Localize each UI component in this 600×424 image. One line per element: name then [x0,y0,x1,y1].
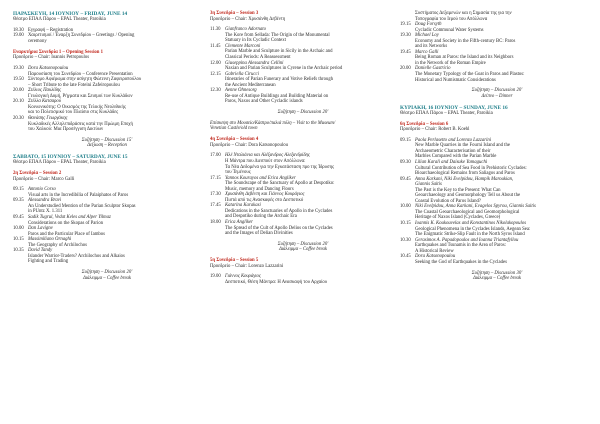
entry-title-line: Heritage of Naxos Island (Cyclades, Greece) [415,215,501,221]
entry-title-line: και το Πολιτισμικό του Πλαίσιο στις Κυκλάδες [28,110,119,116]
session-heading: Εναρκτήρια Συνεδρία 1 – Opening Session 1 [13,49,103,55]
programme-column-1 [13,11,201,281]
entry-time: 19.15 [400,22,411,28]
entry-content [28,248,201,265]
entry-time: 19.50 [13,77,24,83]
entry-time: 18.00 [210,219,221,225]
entry-title-line: Παρουσίαση του Συνεδρίου – Conference Presentation [28,71,133,77]
entry-time [400,11,415,22]
entry-content [225,44,396,61]
entry-title-line: Naxian and Parian Sculptures in Cyrene in the Archaic period [225,66,343,72]
entry-title-line: An Understudied Mention of the Parian Sculptor Skopas [28,203,136,209]
programme-entry [13,66,201,77]
entry-content [225,176,396,193]
entry-content [225,192,396,203]
speaker-names: Χρυσάνθη Δεβέντη και Γιάννος Κουράγιος [225,192,305,198]
entry-title-line: Dedications in the Sanctuaries of Apollo in the Cyclades [225,208,333,214]
entry-time: 12.00 [210,60,221,66]
speaker-names: Niki Evelpidou, Anna Karkani, Evagelos Spyrou, Giannis Saitis [415,204,536,210]
entry-content [415,33,594,50]
programme-entry [210,220,396,237]
entry-title-line: Re-use of Antique Buildings and Building Material on [225,93,329,99]
entry-title-line: Seeking the God of Earthquakes in the Cyclades [415,259,507,265]
session-heading: 3η Συνεδρία – Session 3 [210,11,259,16]
speaker-names: Aenne Ohnesorg [225,88,257,94]
entry-time: 17.45 [210,203,221,209]
info-line: Θέατρο ΕΠΑΛ Πάρου – EPAL Theater, Paroikia [13,17,106,23]
programme-entry [210,27,396,44]
entry-time: 12.15 [210,71,221,77]
speaker-names: Marco Galli [415,49,439,55]
entry-title-line: Paros, Naxos and Other Cycladic islands [225,99,303,105]
entry-title-line: Fighting and Trading [28,259,69,265]
programme-entry [210,88,396,105]
entry-time: 17.30 [210,192,221,198]
entry-title-line: Η Μάντρα που Διεσπούτ στον Απόλλωνα: [225,158,306,164]
programme-entry [210,72,396,89]
programme-entry [400,238,594,255]
programme-entry [13,226,201,237]
programme-entry [400,66,594,83]
programme-entry [13,116,201,133]
entry-content [415,177,594,205]
entry-title-line: The Enigmatic Strike-Slip Fault in the North Syros Island [415,232,525,238]
entry-title-line: and Despotiko during the Archaic Era [225,214,297,220]
programme-entry [210,176,396,193]
entry-content [415,50,594,67]
entry-title-line: Marbles Compared with the Parian Marble [415,154,497,160]
entry-time: 10.15 [400,221,411,226]
entry-title-line: the Ancient Mediterranean [225,82,276,88]
speaker-names: Doug Forsyth [415,22,442,28]
speaker-names: Sadik Tugrul, Vedat Keles and Alper Yilmaz [28,215,111,221]
entry-time: 09.35 [13,198,24,204]
entry-title-line: Κοινωνικότης: Ο Οικισμός της Τελικής Νεολιθικής [28,104,126,110]
entry-content [225,203,396,220]
programme-entry [13,99,201,116]
break-line: Συζήτηση – Discussion 20' [277,110,329,116]
entry-title-line: Historical and Numismatic Considerations [415,77,496,83]
speaker-names: Γιάννος Κουράγιος [225,274,261,280]
info-line: Προεδρείο – Chair: Ioannis Petropoulos [13,55,90,61]
programme-entry [13,88,201,99]
speaker-names: Gabriella Cirucci [225,71,259,77]
break-line: Δείπνο – Dinner [481,93,513,99]
programme-entry [13,33,201,44]
programme-entry [400,11,594,22]
entry-title-line: The Soundscape of the Sanctuary of Apollo at Despotiko: [225,181,335,187]
speaker-names: Dora Katsonopoulou [28,66,69,72]
break-line: Δεξίωση – Reception [87,143,127,149]
programme-entry [210,165,396,176]
entry-title-line: and the Images of Delian Divinities [225,231,293,237]
entry-time: 18.30 [13,27,24,33]
entry-title-line: Σύντομο Αφιέρωμα στην ασίγητη Φώτεινη Ζαφειροπούλου [28,77,142,83]
speaker-names: Anna Karkani, Niki Evelpidou, Hampik Maroukian, [415,176,514,182]
speaker-names: Alessandra Bravi [28,198,62,204]
speaker-names: Giuseppina Alessandra Cellini [225,60,284,66]
programme-column-3 [400,11,594,282]
entry-title-line: Bioarchaeological Remains from Saliagos and Paros [415,171,515,177]
entry-content [225,165,396,176]
entry-time: 17.00 [210,153,221,159]
entry-title-line: The Geography of Archilochos [28,242,87,248]
entry-time: 11.30 [210,27,221,33]
entry-time: 17.15 [210,175,221,181]
entry-content [28,33,201,44]
entry-time: 19.30 [13,66,24,72]
programme-entry [400,138,594,160]
entry-title-line: Geoarchaeology and Geomorphology Tell us About the [415,193,521,199]
speaker-names: Ηλέ Νταλιάνια και Αλέξανδρος Αλεξανδρίδης [225,153,310,159]
entry-title-line: Χαιρετισμοί / Έναρξη Συνεδρίου – Greetings / Opening [28,33,135,39]
entry-title-line: Τα Νέα Δεδομένα για την Εγκατάσταση προ της Ίδρυσης [225,164,334,170]
speaker-names: Gerasimos A. Papadopoulos and Ioanna Triantafyllou [415,237,519,243]
programme-entry [13,187,201,198]
programme-entry [210,44,396,61]
entry-title-line: Visual arts in the Incredibilia of Palaiphatos of Paros [28,192,129,198]
speaker-names: Στέλιος Παυλίδης [28,88,62,94]
entry-title-line: A Historical Review [415,248,454,254]
entry-time: 10.30 [400,237,411,243]
info-line: Προεδρείο – Chair: Χρυσάνθη Δεβέντη [210,16,286,22]
speaker-names: Gianfranco Adornato [225,27,266,33]
entry-time: 09.45 [13,215,24,221]
entry-title-line: Δεσποτικό, Θέση Μάντρα: Η Ανασκαφή του Αρχαίου [225,279,328,285]
entry-content [28,226,201,237]
programme-entry [400,33,594,50]
entry-time [210,165,225,176]
entry-title-line: Paros and the Particular Place of Iambos [28,231,106,237]
day-heading: ΣΑΒΒΑΤΟ, 15 ΙΟΥΝΙΟΥ – SATURDAY, JUNE 15 [13,154,128,161]
programme-entry [210,61,396,72]
session-heading: 6η Συνεδρία – Session 6 [400,121,449,127]
entry-title-line: Τοπογραφία του Ιερού του Απόλλωνα [415,16,488,22]
entry-content [225,27,396,44]
entry-title-line: Γεωλογική Δομή, Ρήγματα και Σεισμοί των Κυκλάδων [28,93,133,99]
entry-title-line: The Spread of the Cult of Apollo Delios on the Cyclades [225,225,333,231]
info-line: Προεδρείο – Chair: Marco Galli [13,176,75,182]
entry-content [415,254,594,265]
programme-entry [400,204,594,221]
speaker-names: Giannis Saitis [415,182,442,188]
info-line: Θέατρο ΕΠΑΛ Πάρου – EPAL Theater, Paroikia [400,110,493,116]
session-heading: 5η Συνεδρία – Session 5 [210,258,259,264]
entry-title-line: Economy and Society in the Fifth-century BC: Paros [415,38,516,44]
entry-title-line: Cycladic Communal Water Systems [415,27,484,33]
programme-entry [13,77,201,88]
entry-title-line: Συστήματος Δεξαμενών και η Σημασία της για την [415,11,512,16]
entry-content [225,220,396,237]
entry-title-line: in PUntz X. 1.311 [28,209,63,215]
entry-time: 10.35 [13,248,24,254]
entry-title-line: – Short Tribute to the late Foteini Zafeiropoulou [28,82,120,88]
entry-title-line: Itineraries of Parian Funerary and Votive Reliefs through [225,77,334,83]
break-line: Διάλειμμα – Coffee break [278,247,328,253]
entry-time: 09.30 [400,159,411,165]
entry-title-line: The Past is the Key to the Present: What Can [415,187,501,193]
entry-content [28,99,201,116]
speaker-names: Dan Lavigne [28,226,53,232]
speaker-names: David Tandy [28,248,53,254]
entry-content [28,237,201,248]
entry-title-line: New Marble Quarries in the Fourni Island and the [415,143,510,149]
session-heading: 4η Συνεδρία – Session 4 [210,137,259,143]
info-line: Προεδρείο – Chair: Robert B. Koehl [400,127,470,133]
entry-content [225,61,396,72]
entry-title-line: Considerations on the Skopas of Parion [28,220,104,226]
entry-title-line: Statuary in Its Cycladic Context [225,38,286,44]
entry-content [415,138,594,160]
speaker-names: Στέλλα Κατσαρού [28,99,61,105]
entry-time: 20.30 [13,115,24,121]
entry-content [225,72,396,89]
info-line: Προεδρείο – Chair: Dora Katsonopoulou [210,142,288,148]
break-line: Συζήτηση – Discussion 30' [471,270,523,276]
break-line: Συζήτηση – Discussion 15' [81,137,133,143]
programme-entry [400,177,594,205]
entry-title-line: Geological Phenomena in the Cyclades Islands, Aegean Sea: [415,226,531,232]
speaker-names: Danielle Gastricio [415,66,451,72]
entry-title-line: Music, memory and Dancing Floors [225,186,294,192]
entry-title-line: Εγγραφή – Registration [28,27,74,33]
entry-title-line: ceremony [28,39,47,45]
info-line: Προεδρείο – Chair: Lorenzo Lazzarini [210,263,284,269]
speaker-names: Antonio Corso [28,187,56,193]
break-line: Διάλειμμα – Coffee break [472,276,522,282]
entry-title-line: Islander Warrior-Traders? Archilochos and Alkaios [28,253,125,259]
day-heading: ΠΑΡΑΣΚΕΥΗ, 14 ΙΟΥΝΙΟΥ – FRIDAY, JUNE 14 [13,11,128,17]
programme-entry [210,203,396,220]
speaker-names: Ioannis K. Koukouvelas and Konstantinos Nikolakopoulos [415,221,527,226]
break-line: Συζήτηση – Discussion 20' [81,270,133,276]
entry-title-line: Earthquakes and Tsunamis in the Area of Paros: [415,243,506,249]
entry-title-line: Classical Periods: A Reassessment [225,55,291,61]
entry-time: 10.00 [400,204,411,210]
entry-content [415,204,594,221]
session-heading: 2η Συνεδρία – Session 2 [13,171,62,177]
entry-title-line: in the Network of the Roman Empire [415,60,486,66]
speaker-names: Dora Katsonopoulou [415,254,456,260]
entry-content [28,77,201,88]
entry-content [28,187,201,198]
entry-title-line: The Coastal Geoarchaeological and Geomorphological [415,209,520,215]
speaker-names: Clemente Marconi [225,43,261,49]
programme-entry [13,198,201,215]
entry-content [415,22,594,33]
entry-content [225,88,396,105]
info-line: Επίσκεψη στο Μουσείο/Κάστρο/παλιά πόλη – Visit to the Museum/ [210,120,336,126]
entry-time: 09.45 [400,176,411,182]
entry-time: 10.00 [13,226,24,232]
speaker-names: Massimiliano Ornaghi [28,237,72,243]
entry-time: 09.15 [400,137,411,143]
entry-content [415,160,594,177]
entry-title-line: The Kore from Sellada: The Origin of the Monumental [225,32,330,38]
entry-content [225,274,396,285]
entry-title-line: Being Roman at Paros: the Island and its Neighbors [415,55,514,61]
speaker-names: Erica Angliker [225,219,254,225]
speaker-names: Katarina Karakasi [225,203,261,209]
speaker-names: Lilian Karali and Daisuke Yamaguchi [415,159,488,165]
entry-time: 20.00 [400,66,411,72]
speaker-names: Θανάσης Γεωργάκης [28,115,68,121]
entry-title-line: Parian Marble and Sculpture in Sicily in the Archaic and [225,49,333,55]
entry-content [415,238,594,255]
entry-title-line: The Monetary Typology of the Goat in Paros and Plastos: [415,72,525,78]
entry-content [28,66,201,77]
break-line: Διάλειμμα – Coffee break [82,275,132,281]
entry-time: 11.45 [210,43,221,49]
entry-time: 12.30 [210,88,221,94]
entry-title-line: Κυκλαδικές Αλληλεπιδράσεις κατά την Πρώιμη Εποχή [28,121,133,127]
programme-entry [210,153,396,164]
entry-content [415,11,594,22]
programme-entry [400,50,594,67]
programme-entry [13,248,201,265]
entry-time: 19.00 [210,274,221,280]
speaker-names: Paola Perlasetto and Lorenzo Lazzarini [415,137,492,143]
entry-title-line: του Χαλκού: Μια Προσέγγιση Δικτύων [28,127,104,133]
day-heading: ΚΥΡΙΑΚΗ, 16 ΙΟΥΝΙΟΥ – SUNDAY, JUNE 16 [400,104,508,111]
entry-content [415,221,594,238]
speaker-names: Yannos Kourayos and Erica Angliker [225,175,296,181]
break-line: Συζήτηση – Discussion 20' [277,241,329,247]
entry-title-line: Cultural Contribution of Sea Food in Prehistoric Cyclades: [415,165,527,171]
programme-entry [400,221,594,238]
programme-entry [210,274,396,285]
programme-entry [400,160,594,177]
entry-content [415,66,594,83]
entry-time: 20.00 [13,88,24,94]
speaker-names: Michael Loy [415,33,439,39]
entry-title-line: Πιστά από τις Ανασκαφές στο Δεσποτικό [225,197,304,203]
entry-title-line: Coastal Evolution of Paros Island? [415,198,481,204]
entry-time: 20.10 [13,99,24,105]
entry-time: 10.15 [13,237,24,243]
entry-content [28,88,201,99]
entry-time: 19.30 [400,33,411,39]
programme-entry [400,254,594,265]
entry-content [28,198,201,215]
programme-entry [400,22,594,33]
break-line: Συζήτηση – Discussion 20' [471,88,523,94]
entry-content [225,153,396,164]
entry-time: 09.15 [13,187,24,193]
info-line: Venetian Castle/old town [210,126,258,132]
entry-title-line: Archaeometric Characterisation of their [415,148,491,154]
programme-entry [13,215,201,226]
entry-time: 19.45 [400,49,411,55]
entry-time: 10.45 [400,254,411,260]
entry-title-line: and its Networks [415,44,448,50]
info-line: Θέατρο ΕΠΑΛ Πάρου – EPAL Theater, Paroikia [13,160,106,166]
programme-entry [210,192,396,203]
entry-content [28,215,201,226]
programme-entry [13,237,201,248]
programme-column-2 [210,11,396,285]
entry-time: 19.00 [13,33,24,39]
entry-title-line: του Τεμένους [225,170,251,176]
entry-content [28,116,201,133]
